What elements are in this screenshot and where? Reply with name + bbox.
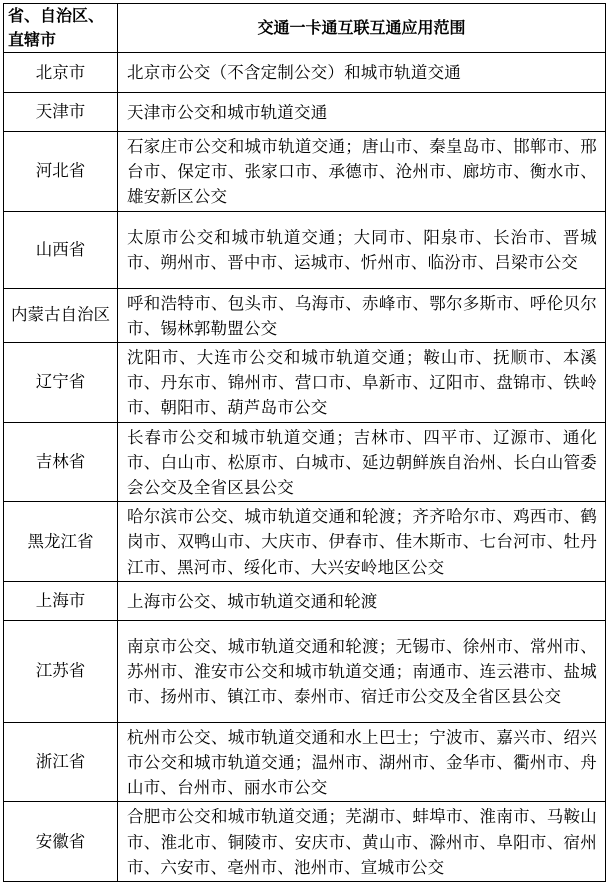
region-cell: 黑龙江省 [4,502,118,582]
region-cell: 江苏省 [4,620,118,722]
table-row [4,53,606,93]
table-row [4,93,606,132]
scope-cell: 石家庄市公交和城市轨道交通；唐山市、秦皇岛市、邯郸市、邢台市、保定市、张家口市、承德市、沧州市、廊坊市、衡水市、雄安新区公交 [118,132,606,212]
region-cell: 上海市 [4,581,118,620]
region-cell: 北京市 [4,53,118,93]
scope-cell: 杭州市公交、城市轨道交通和水上巴士；宁波市、嘉兴市、绍兴市公交和城市轨道交通；温州市、湖州市、金华市、衢州市、舟山市、台州市、丽水市公交 [118,722,606,802]
region-cell: 内蒙古自治区 [4,288,118,342]
table-header-row [4,4,606,53]
interoperability-table [3,3,606,882]
scope-cell: 上海市公交、城市轨道交通和轮渡 [118,581,606,620]
scope-cell: 长春市公交和城市轨道交通；吉林市、四平市、辽源市、通化市、白山市、松原市、白城市、延边朝鲜族自治州、长白山管委会公交及全省区县公交 [118,422,606,502]
table-row [4,722,606,802]
region-cell: 吉林省 [4,422,118,502]
scope-cell: 哈尔滨市公交、城市轨道交通和轮渡；齐齐哈尔市、鸡西市、鹤岗市、双鸭山市、大庆市、伊春市、佳木斯市、七台河市、牡丹江市、黑河市、绥化市、大兴安岭地区公交 [118,502,606,582]
scope-cell: 合肥市公交和城市轨道交通；芜湖市、蚌埠市、淮南市、马鞍山市、淮北市、铜陵市、安庆市、黄山市、滁州市、阜阳市、宿州市、六安市、亳州市、池州市、宣城市公交 [118,802,606,882]
table-row [4,288,606,342]
scope-cell: 太原市公交和城市轨道交通；大同市、阳泉市、长治市、晋城市、朔州市、晋中市、运城市、忻州市、临汾市、吕梁市公交 [118,211,606,288]
table-row [4,211,606,288]
table-row [4,502,606,582]
scope-cell: 沈阳市、大连市公交和城市轨道交通；鞍山市、抚顺市、本溪市、丹东市、锦州市、营口市、阜新市、辽阳市、盘锦市、铁岭市、朝阳市、葫芦岛市公交 [118,343,606,423]
table-row [4,132,606,212]
region-cell: 辽宁省 [4,343,118,423]
region-cell: 山西省 [4,211,118,288]
table-row [4,620,606,722]
region-cell: 河北省 [4,132,118,212]
scope-cell: 南京市公交、城市轨道交通和轮渡；无锡市、徐州市、常州市、苏州市、淮安市公交和城市轨道交通；南通市、连云港市、盐城市、扬州市、镇江市、泰州市、宿迁市公交及全省区县公交 [118,620,606,722]
scope-cell: 北京市公交（不含定制公交）和城市轨道交通 [118,53,606,93]
table-row [4,422,606,502]
header-scope: 交通一卡通互联互通应用范围 [118,4,606,53]
region-cell: 浙江省 [4,722,118,802]
header-region: 省、自治区、直辖市 [4,4,118,53]
table-row [4,802,606,882]
scope-cell: 天津市公交和城市轨道交通 [118,93,606,132]
region-cell: 安徽省 [4,802,118,882]
table-row [4,581,606,620]
scope-cell: 呼和浩特市、包头市、乌海市、赤峰市、鄂尔多斯市、呼伦贝尔市、锡林郭勒盟公交 [118,288,606,342]
region-cell: 天津市 [4,93,118,132]
table-row [4,343,606,423]
